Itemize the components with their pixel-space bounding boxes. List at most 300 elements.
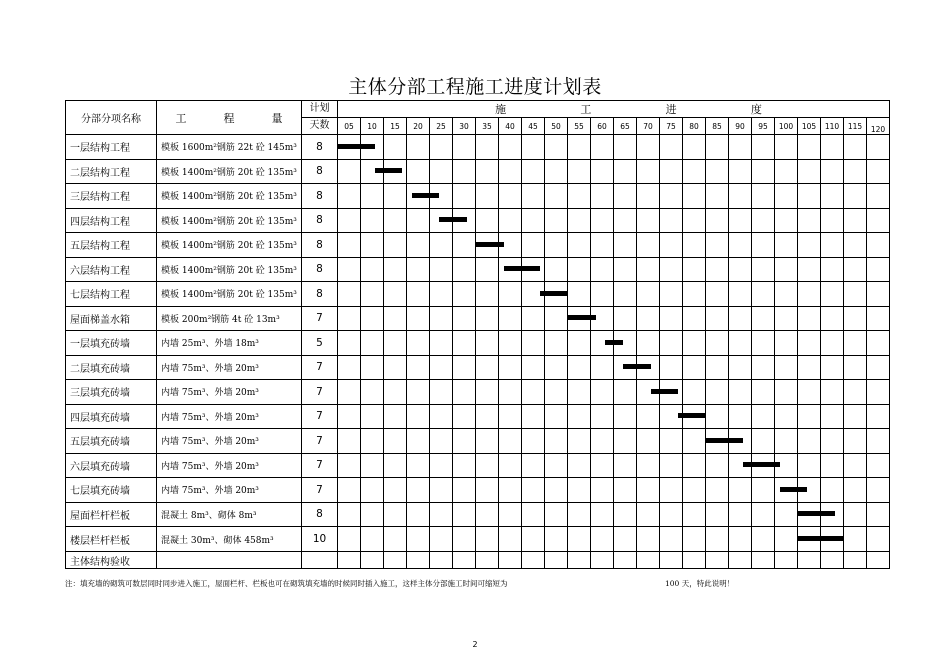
tick-label: 115 (844, 118, 867, 135)
tick-label: 35 (476, 118, 499, 135)
header-progress-char: 进 (665, 103, 677, 116)
gantt-cell (729, 527, 752, 552)
gantt-cell (729, 502, 752, 527)
gantt-cell (775, 257, 798, 282)
row-plan-days: 8 (302, 159, 338, 184)
gantt-cell (499, 331, 522, 356)
gantt-cell (591, 502, 614, 527)
gantt-cell (430, 453, 453, 478)
gantt-cell (453, 331, 476, 356)
gantt-cell (453, 282, 476, 307)
tick-label: 100 (775, 118, 798, 135)
gantt-cell (637, 208, 660, 233)
gantt-cell (867, 184, 890, 209)
gantt-cell (407, 527, 430, 552)
gantt-cell (338, 478, 361, 503)
page-number: 2 (472, 640, 478, 649)
row-quantity: 内墙 75m³、外墙 20m³ (157, 453, 302, 478)
header-item-name: 分部分项名称 (66, 101, 157, 135)
gantt-cell (522, 135, 545, 160)
gantt-cell (522, 184, 545, 209)
gantt-cell (775, 208, 798, 233)
row-item-name: 六层填充砖墙 (66, 453, 157, 478)
gantt-cell (637, 135, 660, 160)
gantt-cell (867, 380, 890, 405)
gantt-cell (545, 502, 568, 527)
gantt-cell (568, 208, 591, 233)
gantt-cell (729, 233, 752, 258)
gantt-cell (775, 527, 798, 552)
gantt-cell (545, 552, 568, 569)
gantt-cell (660, 552, 683, 569)
gantt-cell (660, 478, 683, 503)
row-item-name: 楼层栏杆栏板 (66, 527, 157, 552)
gantt-cell (637, 159, 660, 184)
gantt-cell (384, 355, 407, 380)
gantt-cell (476, 527, 499, 552)
gantt-cell (614, 527, 637, 552)
row-plan-days: 7 (302, 453, 338, 478)
gantt-cell (614, 380, 637, 405)
gantt-cell (775, 233, 798, 258)
gantt-cell (407, 135, 430, 160)
gantt-cell (683, 282, 706, 307)
gantt-cell (430, 159, 453, 184)
gantt-cell (844, 429, 867, 454)
gantt-cell (453, 527, 476, 552)
gantt-cell (706, 478, 729, 503)
gantt-cell (637, 404, 660, 429)
gantt-bar (540, 291, 568, 296)
gantt-cell (752, 502, 775, 527)
gantt-cell (361, 306, 384, 331)
gantt-cell (522, 552, 545, 569)
gantt-cell (453, 135, 476, 160)
header-progress-char: 度 (750, 103, 762, 116)
gantt-cell (545, 380, 568, 405)
tick-label: 10 (361, 118, 384, 135)
gantt-cell (752, 478, 775, 503)
row-item-name: 四层结构工程 (66, 208, 157, 233)
gantt-cell (522, 159, 545, 184)
row-quantity: 模板 1400m²钢筋 20t 砼 135m³ (157, 233, 302, 258)
gantt-cell (384, 453, 407, 478)
gantt-cell (568, 159, 591, 184)
gantt-cell (775, 282, 798, 307)
gantt-bar (476, 242, 504, 247)
gantt-cell (706, 135, 729, 160)
tick-label: 15 (384, 118, 407, 135)
gantt-cell (499, 135, 522, 160)
gantt-cell (775, 380, 798, 405)
gantt-cell (729, 135, 752, 160)
gantt-cell (660, 184, 683, 209)
gantt-cell (407, 233, 430, 258)
gantt-cell (844, 478, 867, 503)
gantt-cell (545, 527, 568, 552)
gantt-cell (683, 135, 706, 160)
row-plan-days: 8 (302, 502, 338, 527)
gantt-cell (683, 233, 706, 258)
gantt-cell (844, 331, 867, 356)
gantt-cell (637, 331, 660, 356)
gantt-cell (867, 306, 890, 331)
gantt-cell (798, 257, 821, 282)
gantt-cell (545, 257, 568, 282)
gantt-cell (430, 527, 453, 552)
gantt-cell (614, 478, 637, 503)
gantt-cell (384, 306, 407, 331)
row-plan-days: 7 (302, 404, 338, 429)
gantt-cell (430, 429, 453, 454)
gantt-cell (430, 306, 453, 331)
row-plan-days: 8 (302, 184, 338, 209)
gantt-cell (867, 404, 890, 429)
table-row (66, 404, 890, 429)
gantt-cell (637, 478, 660, 503)
gantt-cell (407, 282, 430, 307)
gantt-cell (683, 355, 706, 380)
gantt-cell (821, 355, 844, 380)
gantt-cell (844, 184, 867, 209)
row-plan-days: 7 (302, 429, 338, 454)
gantt-cell (706, 527, 729, 552)
row-quantity: 内墙 75m³、外墙 20m³ (157, 355, 302, 380)
gantt-bar (651, 389, 679, 394)
gantt-cell (775, 552, 798, 569)
gantt-cell (729, 478, 752, 503)
gantt-cell (867, 208, 890, 233)
gantt-cell (545, 478, 568, 503)
gantt-cell (614, 208, 637, 233)
gantt-cell (476, 478, 499, 503)
row-plan-days: 8 (302, 282, 338, 307)
tick-label: 85 (706, 118, 729, 135)
gantt-cell (568, 282, 591, 307)
tick-label: 45 (522, 118, 545, 135)
gantt-cell (821, 208, 844, 233)
tick-label: 40 (499, 118, 522, 135)
gantt-cell (660, 282, 683, 307)
gantt-cell (522, 429, 545, 454)
gantt-cell (821, 233, 844, 258)
gantt-cell (361, 380, 384, 405)
gantt-cell (867, 233, 890, 258)
gantt-cell (568, 257, 591, 282)
tick-label: 30 (453, 118, 476, 135)
gantt-cell (453, 233, 476, 258)
gantt-cell (775, 404, 798, 429)
row-plan-days: 7 (302, 306, 338, 331)
gantt-cell (775, 355, 798, 380)
gantt-cell (545, 159, 568, 184)
gantt-cell (752, 135, 775, 160)
gantt-cell (499, 502, 522, 527)
table-row (66, 331, 890, 356)
table-row (66, 135, 890, 160)
tick-label: 60 (591, 118, 614, 135)
row-item-name: 主体结构验收 (66, 552, 157, 569)
tick-label: 20 (407, 118, 430, 135)
gantt-cell (453, 380, 476, 405)
tick-label: 55 (568, 118, 591, 135)
gantt-cell (591, 208, 614, 233)
gantt-cell (798, 355, 821, 380)
gantt-cell (407, 453, 430, 478)
gantt-cell (591, 233, 614, 258)
gantt-cell (729, 306, 752, 331)
gantt-cell (729, 257, 752, 282)
tick-label: 90 (729, 118, 752, 135)
gantt-cell (706, 208, 729, 233)
gantt-cell (867, 527, 890, 552)
gantt-cell (568, 552, 591, 569)
gantt-cell (775, 331, 798, 356)
header-quantity-char: 工 (175, 111, 187, 125)
gantt-cell (844, 233, 867, 258)
row-item-name: 屋面梯盖水箱 (66, 306, 157, 331)
gantt-cell (545, 306, 568, 331)
row-item-name: 五层填充砖墙 (66, 429, 157, 454)
gantt-cell (568, 478, 591, 503)
gantt-cell (522, 502, 545, 527)
gantt-cell (683, 184, 706, 209)
gantt-cell (499, 404, 522, 429)
gantt-cell (683, 257, 706, 282)
gantt-cell (706, 257, 729, 282)
row-quantity: 模板 1600m²钢筋 22t 砼 145m³ (157, 135, 302, 160)
tick-label: 50 (545, 118, 568, 135)
gantt-cell (683, 527, 706, 552)
table-row (66, 257, 890, 282)
gantt-cell (361, 552, 384, 569)
gantt-cell (752, 355, 775, 380)
gantt-cell (752, 233, 775, 258)
gantt-cell (614, 257, 637, 282)
gantt-cell (338, 527, 361, 552)
gantt-cell (729, 282, 752, 307)
row-quantity (157, 552, 302, 569)
gantt-cell (384, 380, 407, 405)
gantt-cell (545, 135, 568, 160)
row-quantity: 内墙 75m³、外墙 20m³ (157, 478, 302, 503)
gantt-cell (453, 404, 476, 429)
gantt-cell (752, 257, 775, 282)
gantt-cell (660, 502, 683, 527)
gantt-cell (844, 527, 867, 552)
row-item-name: 三层结构工程 (66, 184, 157, 209)
gantt-cell (499, 355, 522, 380)
gantt-cell (338, 184, 361, 209)
gantt-cell (706, 404, 729, 429)
row-quantity: 内墙 75m³、外墙 20m³ (157, 429, 302, 454)
row-plan-days: 8 (302, 208, 338, 233)
gantt-cell (821, 380, 844, 405)
gantt-cell (407, 380, 430, 405)
table-row (66, 502, 890, 527)
gantt-bar (678, 413, 706, 418)
gantt-cell (637, 429, 660, 454)
gantt-cell (384, 257, 407, 282)
gantt-cell (430, 355, 453, 380)
gantt-cell (361, 355, 384, 380)
tick-label: 120 (867, 118, 890, 135)
table-row (66, 159, 890, 184)
gantt-cell (798, 552, 821, 569)
row-item-name: 屋面栏杆栏板 (66, 502, 157, 527)
gantt-cell (384, 331, 407, 356)
gantt-cell (752, 404, 775, 429)
gantt-cell (591, 478, 614, 503)
header-quantity-char: 量 (271, 111, 283, 125)
gantt-cell (361, 478, 384, 503)
gantt-cell (453, 552, 476, 569)
gantt-cell (798, 282, 821, 307)
gantt-cell (430, 502, 453, 527)
gantt-cell (729, 159, 752, 184)
gantt-cell (614, 453, 637, 478)
gantt-cell (591, 380, 614, 405)
header-progress-char: 工 (580, 103, 592, 116)
gantt-cell (361, 429, 384, 454)
gantt-cell (844, 502, 867, 527)
row-quantity: 混凝土 30m³、砌体 458m³ (157, 527, 302, 552)
gantt-cell (430, 282, 453, 307)
header-plan-line2: 天数 (302, 118, 338, 135)
table-row (66, 208, 890, 233)
tick-label: 105 (798, 118, 821, 135)
gantt-cell (568, 527, 591, 552)
gantt-cell (844, 453, 867, 478)
gantt-cell (844, 135, 867, 160)
gantt-cell (683, 306, 706, 331)
gantt-cell (453, 159, 476, 184)
row-quantity: 内墙 25m³、外墙 18m³ (157, 331, 302, 356)
gantt-cell (430, 404, 453, 429)
gantt-cell (384, 135, 407, 160)
gantt-cell (798, 306, 821, 331)
tick-label: 80 (683, 118, 706, 135)
row-item-name: 四层填充砖墙 (66, 404, 157, 429)
gantt-cell (821, 257, 844, 282)
gantt-cell (384, 552, 407, 569)
gantt-cell (338, 282, 361, 307)
gantt-cell (361, 282, 384, 307)
page-title: 主体分部工程施工进度计划表 (348, 76, 602, 98)
gantt-cell (798, 380, 821, 405)
gantt-cell (775, 502, 798, 527)
gantt-cell (775, 429, 798, 454)
table-row (66, 233, 890, 258)
gantt-cell (752, 380, 775, 405)
gantt-cell (660, 306, 683, 331)
gantt-bar (439, 217, 467, 222)
gantt-cell (407, 355, 430, 380)
gantt-cell (522, 233, 545, 258)
gantt-cell (430, 552, 453, 569)
gantt-cell (775, 135, 798, 160)
gantt-cell (821, 306, 844, 331)
gantt-cell (752, 552, 775, 569)
gantt-cell (338, 380, 361, 405)
gantt-cell (798, 404, 821, 429)
gantt-cell (821, 331, 844, 356)
gantt-cell (591, 429, 614, 454)
gantt-bar (798, 511, 835, 516)
gantt-cell (729, 404, 752, 429)
gantt-cell (591, 552, 614, 569)
row-item-name: 六层结构工程 (66, 257, 157, 282)
gantt-cell (775, 184, 798, 209)
gantt-cell (453, 478, 476, 503)
gantt-cell (591, 135, 614, 160)
gantt-cell (430, 135, 453, 160)
gantt-cell (522, 478, 545, 503)
gantt-cell (499, 453, 522, 478)
header-plan-line1: 计划 (302, 101, 338, 118)
gantt-cell (568, 429, 591, 454)
gantt-bar (623, 364, 651, 369)
gantt-bar (375, 168, 403, 173)
gantt-cell (384, 282, 407, 307)
table-row (66, 355, 890, 380)
gantt-cell (361, 404, 384, 429)
gantt-cell (476, 380, 499, 405)
gantt-cell (798, 453, 821, 478)
gantt-cell (361, 257, 384, 282)
gantt-cell (844, 306, 867, 331)
gantt-cell (614, 159, 637, 184)
gantt-cell (499, 380, 522, 405)
gantt-cell (614, 404, 637, 429)
row-plan-days: 10 (302, 527, 338, 552)
gantt-cell (683, 380, 706, 405)
row-plan-days: 8 (302, 135, 338, 160)
gantt-cell (384, 527, 407, 552)
gantt-cell (338, 306, 361, 331)
gantt-cell (821, 429, 844, 454)
gantt-cell (338, 453, 361, 478)
gantt-cell (706, 233, 729, 258)
gantt-cell (591, 184, 614, 209)
gantt-cell (568, 135, 591, 160)
gantt-cell (568, 404, 591, 429)
tick-label: 25 (430, 118, 453, 135)
gantt-cell (660, 159, 683, 184)
gantt-cell (499, 184, 522, 209)
gantt-cell (821, 159, 844, 184)
gantt-cell (407, 331, 430, 356)
gantt-cell (568, 453, 591, 478)
gantt-cell (867, 135, 890, 160)
gantt-cell (499, 159, 522, 184)
footnote-text: 注：填充墙的砌筑可数层同时同步进入施工，屋面栏杆、栏板也可在砌筑填充墙的时候同时插入施工，这样主体分部施工时间可缩短为 (65, 579, 508, 588)
gantt-cell (338, 233, 361, 258)
gantt-cell (729, 380, 752, 405)
gantt-cell (476, 159, 499, 184)
gantt-cell (499, 429, 522, 454)
row-item-name: 七层填充砖墙 (66, 478, 157, 503)
gantt-cell (384, 184, 407, 209)
gantt-cell (752, 208, 775, 233)
gantt-cell (545, 453, 568, 478)
gantt-bar (338, 144, 375, 149)
gantt-cell (361, 208, 384, 233)
gantt-cell (683, 502, 706, 527)
schedule-table (65, 100, 890, 569)
gantt-cell (660, 453, 683, 478)
gantt-cell (706, 380, 729, 405)
